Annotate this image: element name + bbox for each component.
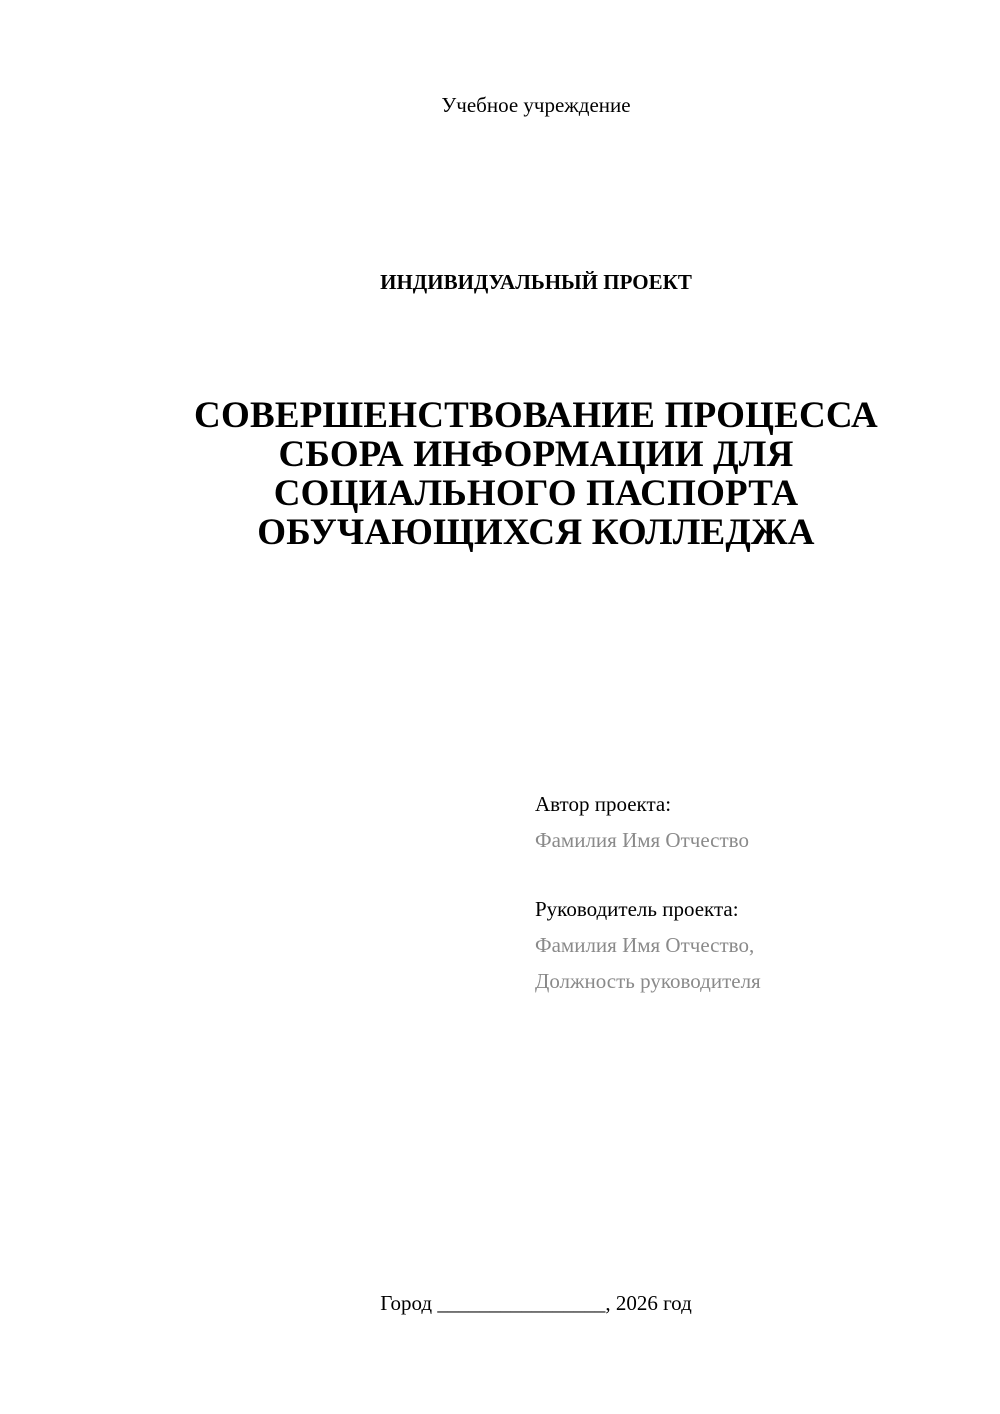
project-title [140,396,932,552]
supervisor-label: Руководитель проекта: [535,897,739,921]
project-type-heading: ИНДИВИДУАЛЬНЫЙ ПРОЕКТ [380,270,692,294]
author-block [535,786,975,858]
author-label: Автор проекта: [535,792,672,816]
supervisor-block [535,891,975,999]
supervisor-name: Фамилия Имя Отчество, [535,933,755,957]
author-name: Фамилия Имя Отчество [535,828,749,852]
institution-name: Учебное учреждение [441,93,631,117]
supervisor-position: Должность руководителя [535,969,761,993]
city-year-line: Город ________________, 2026 год [380,1291,692,1315]
project-title-line: СБОРА ИНФОРМАЦИИ ДЛЯ [278,434,794,475]
project-title-line: СОЦИАЛЬНОГО ПАСПОРТА [273,473,799,514]
project-title-line: ОБУЧАЮЩИХСЯ КОЛЛЕДЖА [257,512,815,553]
project-title-line: СОВЕРШЕНСТВОВАНИЕ ПРОЦЕССА [194,395,878,436]
